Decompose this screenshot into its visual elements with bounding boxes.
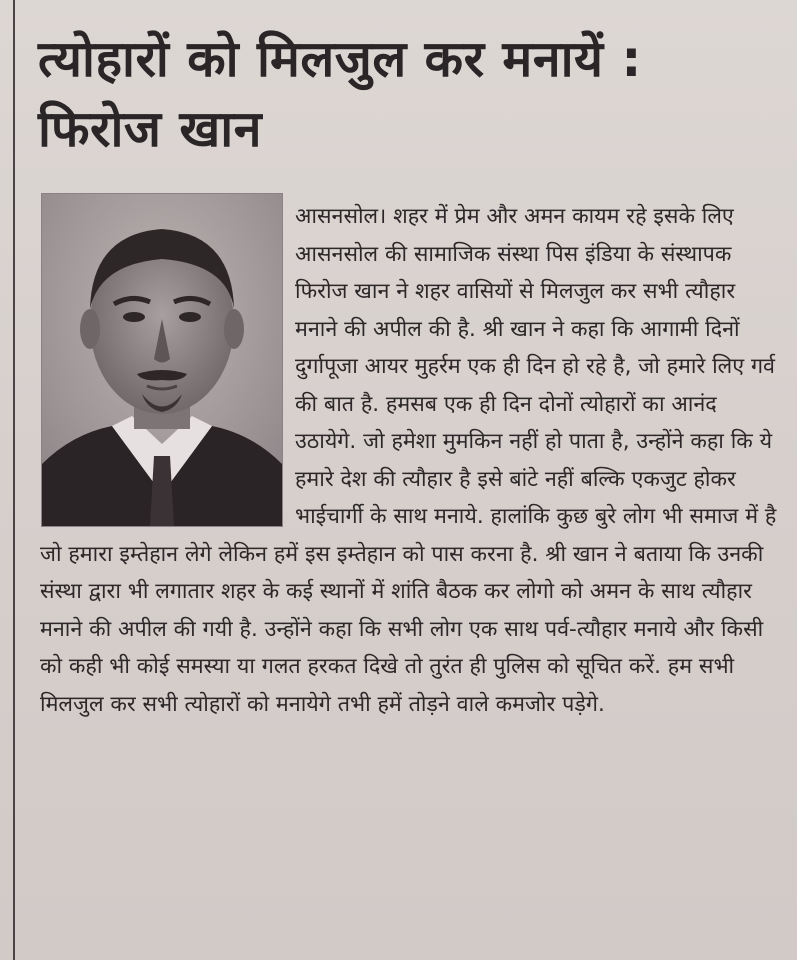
column-rule: [13, 0, 15, 960]
article-text: शहर में प्रेम और अमन कायम रहे इसके लिए आसनसोल की सामाजिक संस्था पिस इंडिया के संस्थापक फिरोज खान ने शहर वासियों से मिलजुल कर सभी त्यौहार मनाने की अपील की है. श्री खान ने कहा कि आगामी दिनों दुर्गापूजा आयर मुहर्रम एक ही दिन हो रहे है, जो हमारे लिए गर्व की बात है. हमसब एक ही दिन दोनों त्योहारों का आनंद उठायेगे. जो हमेशा मुमकिन नहीं हो पाता है, उन्होंने कहा कि ये हमारे देश की त्यौहार है इसे बांटे नहीं बल्कि एकजुट होकर भाईचार्गी के साथ मनाये. हालांकि कुछ बुरे लोग भी समाज में है जो हमारा इम्तेहान लेगे लेकिन हमें इस इम्तेहान को पास करना है. श्री खान ने बताया कि उनकी संस्था द्वारा भी लगातार शहर के कई स्थानों में शांति बैठक कर लोगो को अमन के साथ त्यौहार मनाने की अपील की गयी है. उन्होंने कहा कि सभी लोग एक साथ पर्व-त्यौहार मनाये और किसी को कही भी कोई समस्या या गलत हरकत दिखे तो तुरंत ही पुलिस को सूचित करें. हम सभी मिलजुल कर सभी त्योहारों को मनायेगे तभी हमें तोड़ने वाले कमजोर पड़ेगे.: [40, 204, 777, 717]
headline: त्योहारों को मिलजुल कर मनायें : फिरोज खान: [38, 30, 642, 158]
dateline: आसनसोल।: [295, 204, 387, 229]
photo-wrap-spacer: [40, 192, 295, 528]
article-body: [40, 198, 778, 723]
